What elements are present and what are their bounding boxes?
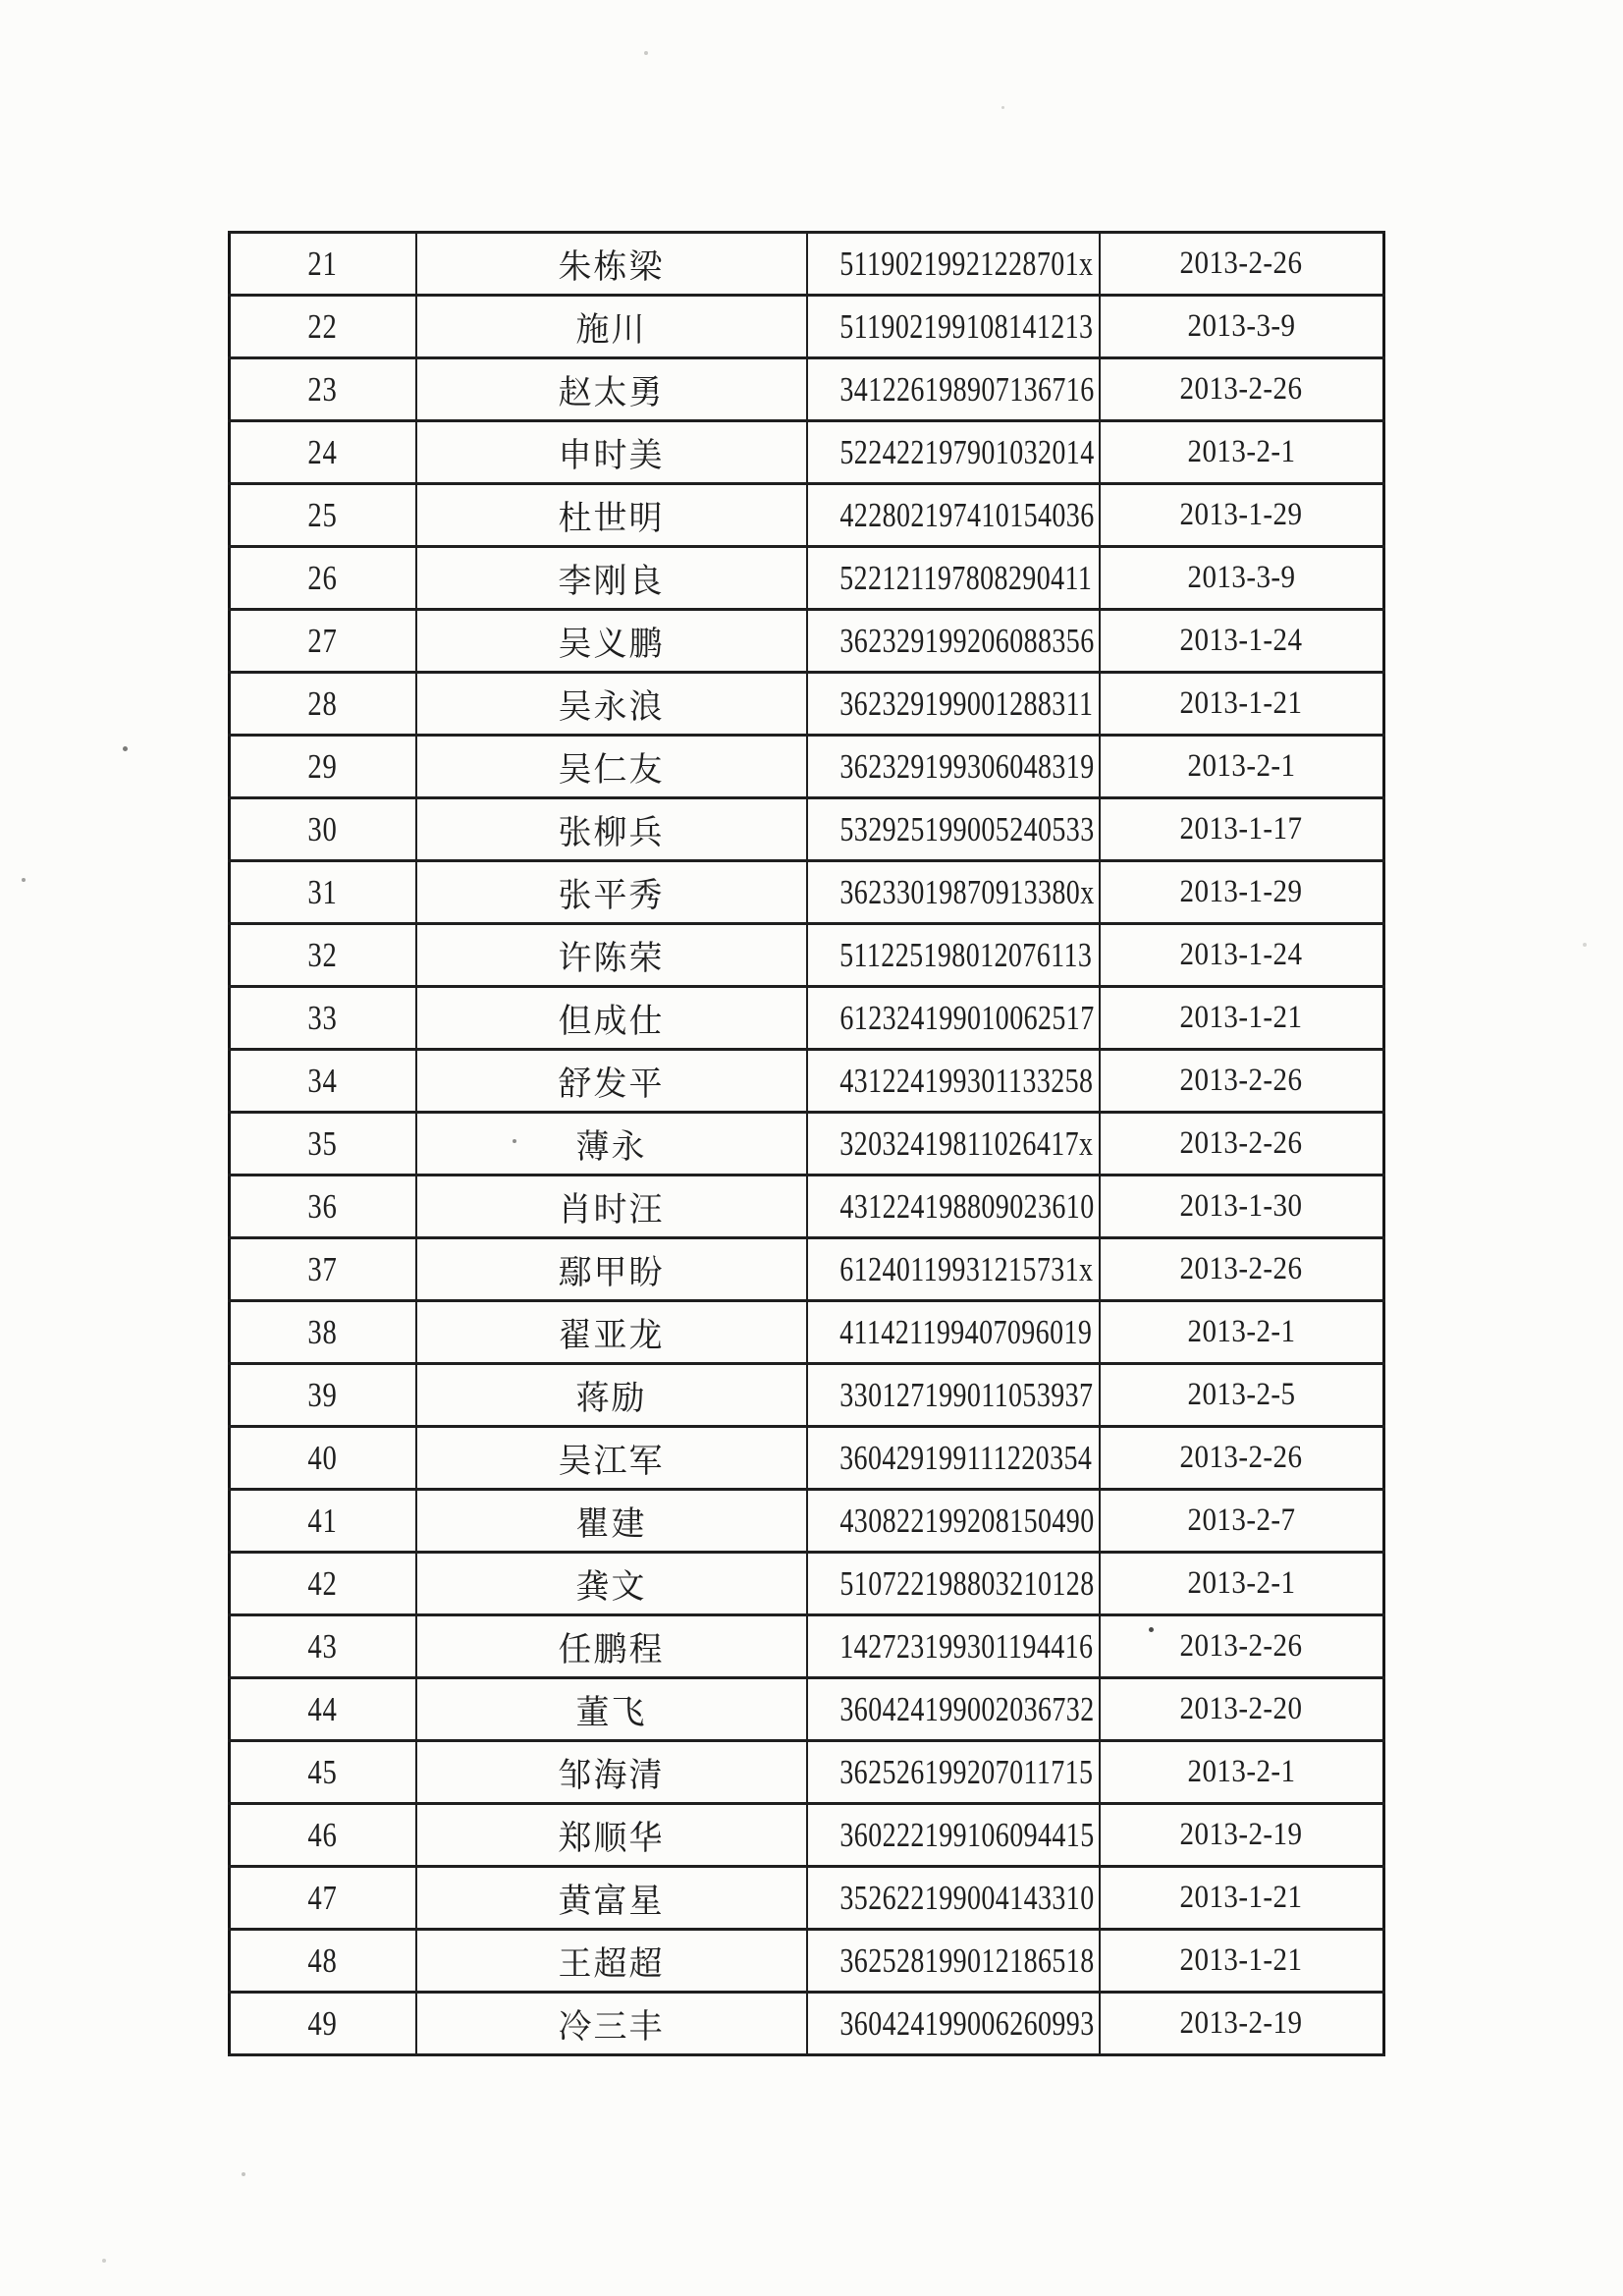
row-number: 27 <box>307 621 338 660</box>
date-value: 2013-2-26 <box>1179 371 1303 407</box>
id-number-cell <box>807 358 1100 421</box>
person-name: 杜世明 <box>558 501 665 537</box>
id-number: 612324199010062517 <box>839 998 1095 1037</box>
id-number: 360429199111220354 <box>839 1438 1092 1477</box>
row-number-cell <box>230 1678 416 1741</box>
person-name: 董飞 <box>575 1695 647 1731</box>
id-number-cell <box>807 1113 1100 1175</box>
table-row <box>230 1867 1384 1930</box>
date-value: 2013-1-21 <box>1179 1000 1303 1035</box>
row-number-cell <box>230 1741 416 1804</box>
name-cell <box>416 1050 807 1113</box>
id-number: 330127199011053937 <box>839 1375 1093 1414</box>
date-value: 2013-2-26 <box>1179 246 1303 281</box>
row-number-cell <box>230 736 416 798</box>
date-cell <box>1100 358 1384 421</box>
id-number-cell <box>807 484 1100 547</box>
name-cell <box>416 1993 807 2055</box>
id-number-cell <box>807 1678 1100 1741</box>
person-name: 任鹏程 <box>558 1632 665 1668</box>
date-cell <box>1100 296 1384 358</box>
person-name: 张平秀 <box>558 878 665 914</box>
id-number-cell <box>807 610 1100 673</box>
roster-table <box>228 231 1385 2056</box>
date-value: 2013-2-19 <box>1179 1817 1303 1852</box>
id-number: 431224198809023610 <box>839 1186 1095 1226</box>
name-cell <box>416 987 807 1050</box>
id-number: 431224199301133258 <box>839 1061 1093 1100</box>
table-row <box>230 1804 1384 1867</box>
id-number-cell <box>807 861 1100 924</box>
row-number-cell <box>230 1301 416 1364</box>
date-value: 2013-2-26 <box>1179 1251 1303 1286</box>
id-number: 142723199301194416 <box>839 1626 1093 1666</box>
id-number-cell <box>807 1615 1100 1678</box>
person-name: 瞿建 <box>575 1506 647 1543</box>
id-number: 32032419811026417x <box>839 1123 1093 1163</box>
id-number-cell <box>807 1238 1100 1301</box>
row-number: 45 <box>307 1752 338 1791</box>
row-number: 21 <box>307 244 338 283</box>
id-number: 532925199005240533 <box>839 809 1095 848</box>
name-cell <box>416 1867 807 1930</box>
scan-speck <box>123 746 128 751</box>
row-number-cell <box>230 358 416 421</box>
row-number: 23 <box>307 369 338 409</box>
person-name: 但成仕 <box>558 1004 665 1040</box>
person-name: 肖时汪 <box>558 1192 665 1229</box>
roster-table-body <box>230 233 1384 2055</box>
date-cell <box>1100 1867 1384 1930</box>
date-value: 2013-2-7 <box>1187 1503 1296 1538</box>
row-number-cell <box>230 1615 416 1678</box>
id-number-cell <box>807 1427 1100 1490</box>
date-value: 2013-2-1 <box>1187 1314 1296 1349</box>
id-number: 362528199012186518 <box>839 1941 1095 1980</box>
date-value: 2013-2-19 <box>1179 2005 1303 2041</box>
id-number: 362526199207011715 <box>839 1752 1093 1791</box>
name-cell <box>416 296 807 358</box>
person-name: 吴仁友 <box>558 752 665 789</box>
row-number-cell <box>230 1175 416 1238</box>
date-cell <box>1100 798 1384 861</box>
person-name: 朱栋梁 <box>558 249 665 286</box>
id-number: 511225198012076113 <box>839 935 1092 974</box>
id-number: 430822199208150490 <box>839 1501 1095 1540</box>
row-number-cell <box>230 610 416 673</box>
date-cell <box>1100 1113 1384 1175</box>
id-number-cell <box>807 1490 1100 1553</box>
id-number: 362329199001288311 <box>839 683 1093 723</box>
date-cell <box>1100 233 1384 296</box>
row-number: 41 <box>307 1501 338 1540</box>
date-value: 2013-1-29 <box>1179 497 1303 532</box>
row-number-cell <box>230 1930 416 1993</box>
table-row <box>230 1364 1384 1427</box>
id-number: 511902199108141213 <box>839 306 1093 346</box>
row-number: 34 <box>307 1061 338 1100</box>
id-number-cell <box>807 736 1100 798</box>
name-cell <box>416 547 807 610</box>
row-number: 48 <box>307 1941 338 1980</box>
row-number-cell <box>230 798 416 861</box>
person-name: 鄢甲盼 <box>558 1255 665 1291</box>
table-row <box>230 924 1384 987</box>
table-row <box>230 1238 1384 1301</box>
name-cell <box>416 484 807 547</box>
person-name: 吴永浪 <box>558 689 665 726</box>
date-cell <box>1100 924 1384 987</box>
row-number-cell <box>230 1804 416 1867</box>
row-number: 46 <box>307 1815 338 1854</box>
row-number: 37 <box>307 1249 338 1288</box>
date-value: 2013-2-5 <box>1187 1377 1296 1412</box>
person-name: 赵太勇 <box>558 375 665 411</box>
row-number: 32 <box>307 935 338 974</box>
id-number-cell <box>807 1804 1100 1867</box>
date-value: 2013-3-9 <box>1187 560 1296 595</box>
scan-speck <box>1583 943 1587 947</box>
table-row <box>230 296 1384 358</box>
name-cell <box>416 1364 807 1427</box>
id-number-cell <box>807 1175 1100 1238</box>
name-cell <box>416 1301 807 1364</box>
person-name: 郑顺华 <box>558 1821 665 1857</box>
date-value: 2013-2-26 <box>1179 1440 1303 1475</box>
date-value: 2013-1-24 <box>1179 623 1303 658</box>
row-number-cell <box>230 924 416 987</box>
date-cell <box>1100 1301 1384 1364</box>
table-row <box>230 421 1384 484</box>
row-number: 24 <box>307 432 338 471</box>
row-number: 49 <box>307 2003 338 2043</box>
name-cell <box>416 233 807 296</box>
row-number: 22 <box>307 306 338 346</box>
date-value: 2013-2-1 <box>1187 434 1296 469</box>
person-name: 张柳兵 <box>558 815 665 851</box>
row-number-cell <box>230 1364 416 1427</box>
name-cell <box>416 924 807 987</box>
id-number: 51190219921228701x <box>839 244 1093 283</box>
id-number-cell <box>807 1553 1100 1615</box>
table-row <box>230 1490 1384 1553</box>
row-number-cell <box>230 1867 416 1930</box>
row-number: 29 <box>307 746 338 786</box>
row-number-cell <box>230 1050 416 1113</box>
table-row <box>230 1930 1384 1993</box>
name-cell <box>416 736 807 798</box>
date-value: 2013-2-20 <box>1179 1691 1303 1726</box>
row-number: 31 <box>307 872 338 911</box>
person-name: 薄永 <box>575 1129 647 1166</box>
row-number: 43 <box>307 1626 338 1666</box>
table-row <box>230 358 1384 421</box>
name-cell <box>416 798 807 861</box>
id-number: 61240119931215731x <box>839 1249 1093 1288</box>
table-row <box>230 1678 1384 1741</box>
id-number-cell <box>807 296 1100 358</box>
table-row <box>230 1175 1384 1238</box>
date-cell <box>1100 1678 1384 1741</box>
name-cell <box>416 1427 807 1490</box>
date-value: 2013-1-29 <box>1179 874 1303 909</box>
table-row <box>230 1615 1384 1678</box>
row-number-cell <box>230 1113 416 1175</box>
row-number: 38 <box>307 1312 338 1351</box>
date-cell <box>1100 861 1384 924</box>
date-cell <box>1100 421 1384 484</box>
row-number: 40 <box>307 1438 338 1477</box>
row-number-cell <box>230 296 416 358</box>
date-cell <box>1100 1804 1384 1867</box>
id-number: 360222199106094415 <box>839 1815 1095 1854</box>
date-value: 2013-1-21 <box>1179 685 1303 721</box>
scan-speck <box>1001 106 1004 109</box>
name-cell <box>416 610 807 673</box>
date-cell <box>1100 1175 1384 1238</box>
id-number: 360424199002036732 <box>839 1689 1095 1728</box>
id-number-cell <box>807 233 1100 296</box>
date-value: 2013-2-26 <box>1179 1125 1303 1161</box>
date-value: 2013-2-1 <box>1187 1754 1296 1789</box>
row-number: 39 <box>307 1375 338 1414</box>
person-name: 许陈荣 <box>558 941 665 977</box>
date-value: 2013-3-9 <box>1187 308 1296 344</box>
date-value: 2013-2-26 <box>1179 1628 1303 1664</box>
id-number: 522422197901032014 <box>839 432 1095 471</box>
table-row <box>230 987 1384 1050</box>
date-cell <box>1100 1490 1384 1553</box>
person-name: 吴义鹏 <box>558 627 665 663</box>
row-number: 25 <box>307 495 338 534</box>
date-cell <box>1100 1427 1384 1490</box>
id-number-cell <box>807 924 1100 987</box>
row-number-cell <box>230 1427 416 1490</box>
id-number-cell <box>807 673 1100 736</box>
table-row <box>230 547 1384 610</box>
id-number: 411421199407096019 <box>839 1312 1092 1351</box>
scan-speck <box>644 51 648 55</box>
date-cell <box>1100 736 1384 798</box>
date-cell <box>1100 547 1384 610</box>
name-cell <box>416 1678 807 1741</box>
name-cell <box>416 1490 807 1553</box>
id-number-cell <box>807 1741 1100 1804</box>
person-name: 舒发平 <box>558 1066 665 1103</box>
date-cell <box>1100 610 1384 673</box>
row-number-cell <box>230 233 416 296</box>
person-name: 李刚良 <box>558 564 665 600</box>
id-number: 362329199306048319 <box>839 746 1095 786</box>
id-number-cell <box>807 987 1100 1050</box>
table-row <box>230 610 1384 673</box>
name-cell <box>416 1553 807 1615</box>
row-number: 26 <box>307 558 338 597</box>
person-name: 翟亚龙 <box>558 1318 665 1354</box>
person-name: 龚文 <box>575 1569 647 1606</box>
table-row <box>230 1113 1384 1175</box>
person-name: 王超超 <box>558 1946 665 1983</box>
person-name: 冷三丰 <box>558 2009 665 2046</box>
row-number-cell <box>230 1490 416 1553</box>
id-number: 522121197808290411 <box>839 558 1092 597</box>
row-number-cell <box>230 1993 416 2055</box>
id-number-cell <box>807 1993 1100 2055</box>
table-row <box>230 1741 1384 1804</box>
date-cell <box>1100 1553 1384 1615</box>
name-cell <box>416 861 807 924</box>
id-number-cell <box>807 421 1100 484</box>
date-value: 2013-1-30 <box>1179 1188 1303 1224</box>
scan-speck <box>22 878 26 882</box>
row-number: 30 <box>307 809 338 848</box>
date-cell <box>1100 1741 1384 1804</box>
table-row <box>230 1050 1384 1113</box>
row-number-cell <box>230 861 416 924</box>
table-row <box>230 798 1384 861</box>
id-number-cell <box>807 1930 1100 1993</box>
date-cell <box>1100 1615 1384 1678</box>
date-value: 2013-1-21 <box>1179 1942 1303 1978</box>
row-number-cell <box>230 421 416 484</box>
table-row <box>230 673 1384 736</box>
name-cell <box>416 673 807 736</box>
id-number-cell <box>807 798 1100 861</box>
id-number: 352622199004143310 <box>839 1878 1095 1917</box>
id-number-cell <box>807 1364 1100 1427</box>
name-cell <box>416 1804 807 1867</box>
person-name: 申时美 <box>558 438 665 474</box>
id-number: 36233019870913380x <box>839 872 1095 911</box>
row-number: 35 <box>307 1123 338 1163</box>
name-cell <box>416 421 807 484</box>
name-cell <box>416 358 807 421</box>
id-number-cell <box>807 1050 1100 1113</box>
id-number-cell <box>807 1867 1100 1930</box>
scan-speck <box>102 2259 106 2263</box>
person-name: 黄富星 <box>558 1884 665 1920</box>
date-value: 2013-2-1 <box>1187 748 1296 784</box>
date-value: 2013-1-24 <box>1179 937 1303 972</box>
row-number: 28 <box>307 683 338 723</box>
table-row <box>230 233 1384 296</box>
id-number: 360424199006260993 <box>839 2003 1095 2043</box>
date-cell <box>1100 1930 1384 1993</box>
table-row <box>230 1301 1384 1364</box>
date-cell <box>1100 673 1384 736</box>
table-row <box>230 861 1384 924</box>
id-number: 341226198907136716 <box>839 369 1095 409</box>
date-value: 2013-2-26 <box>1179 1063 1303 1098</box>
name-cell <box>416 1615 807 1678</box>
name-cell <box>416 1113 807 1175</box>
date-cell <box>1100 1364 1384 1427</box>
row-number: 42 <box>307 1563 338 1603</box>
row-number: 33 <box>307 998 338 1037</box>
row-number: 47 <box>307 1878 338 1917</box>
date-cell <box>1100 1238 1384 1301</box>
person-name: 施川 <box>575 312 647 349</box>
name-cell <box>416 1238 807 1301</box>
date-cell <box>1100 484 1384 547</box>
row-number-cell <box>230 987 416 1050</box>
date-cell <box>1100 1050 1384 1113</box>
row-number-cell <box>230 1553 416 1615</box>
name-cell <box>416 1175 807 1238</box>
id-number-cell <box>807 1301 1100 1364</box>
row-number: 36 <box>307 1186 338 1226</box>
id-number: 510722198803210128 <box>839 1563 1095 1603</box>
date-value: 2013-1-21 <box>1179 1880 1303 1915</box>
table-row <box>230 484 1384 547</box>
date-cell <box>1100 1993 1384 2055</box>
person-name: 蒋励 <box>575 1381 647 1417</box>
table-row <box>230 1993 1384 2055</box>
row-number: 44 <box>307 1689 338 1728</box>
table-row <box>230 1553 1384 1615</box>
id-number: 362329199206088356 <box>839 621 1095 660</box>
table-row <box>230 1427 1384 1490</box>
person-name: 吴江军 <box>558 1444 665 1480</box>
row-number-cell <box>230 1238 416 1301</box>
name-cell <box>416 1930 807 1993</box>
row-number-cell <box>230 484 416 547</box>
id-number: 422802197410154036 <box>839 495 1095 534</box>
name-cell <box>416 1741 807 1804</box>
date-value: 2013-2-1 <box>1187 1565 1296 1601</box>
row-number-cell <box>230 673 416 736</box>
table-row <box>230 736 1384 798</box>
scan-speck <box>242 2172 245 2176</box>
person-name: 邹海清 <box>558 1758 665 1794</box>
row-number-cell <box>230 547 416 610</box>
date-cell <box>1100 987 1384 1050</box>
id-number-cell <box>807 547 1100 610</box>
date-value: 2013-1-17 <box>1179 811 1303 847</box>
